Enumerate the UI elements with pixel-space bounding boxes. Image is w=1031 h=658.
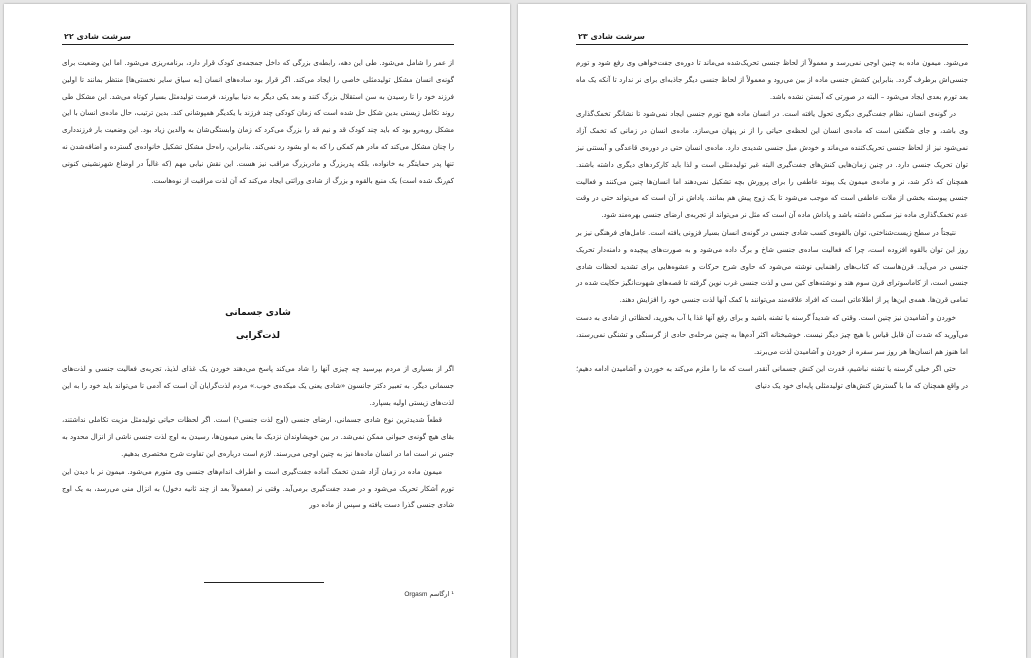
left-paragraph: قطعاً شدیدترین نوع شادی جسمانی، ارضای جنسی (اوج لذت جنسی¹) است. اگر لحظات حیاتی تولیدمثل مزیت تکاملی نداشتند، بقای هیچ گونه‌ی حیوانی ممکن نمی‌شد. در بین خویشاوندان نزدیک ما یعنی میمون‌ها، رسیدن به اوج لذت جنسی ناشی از انزال محدود به جنس نر است اما در انسان ماده‌ها نیز به چنین اوجی می‌رسند. لازم است درباره‌ی این تفاوت شرح مختصری بدهیم. — [62, 416, 454, 458]
right-body-text — [576, 55, 968, 396]
left-page-header: سرشت شادی ۲۲ — [64, 32, 131, 41]
right-paragraph: در گونه‌ی انسان، نظام جفت‌گیری دیگری تحول یافته است. در انسان ماده هیچ تورم جنسی ایجاد نمی‌شود تا نشانگر تخمک‌گذاری وی باشد، و جای شگفتی است که ماده‌ی انسان این لحظه‌ی حیاتی را از نر پنهان می‌سازد. ماده‌ی انسان در زمانی که تخمک آزاد نمی‌شود نیز از لحاظ جنسی تحریک‌کننده می‌ماند و خودش میل جنسی شدیدی دارد. ماده‌ی انسان حتی در دوره‌ی قاعدگی و آبستنی نیز توان تحریک جنسی دارد. در چنین زمان‌هایی کنش‌های جفت‌گیری البته غیر تولیدمثلی است و لذا باید کارکردهای دیگری داشته باشند. همچنان که ذکر شد، نر و ماده‌ی میمون یک پیوند عاطفی را برای پرورش بچه تشکیل نمی‌دهند اما انسان‌ها چنین می‌کنند و فعالیت جنسی پیوسته بخشی از ملات عاطفی است که موجب می‌شود تا یک زوج پیش هم بمانند. پاداش نر آن است که می‌تواند حتی در وقت عدم تخمک‌گذاری ماده نیز سکس داشته باشد و پاداش ماده آن است که مثل نر می‌تواند از تجربه‌ی ارضای جنسی بهره‌مند شود. — [576, 110, 968, 220]
footnote-persian: ¹ ارگاسم — [429, 590, 454, 598]
left-paragraph: میمون ماده در زمان آزاد شدن تخمک آماده جفت‌گیری است و اطراف اندام‌های جنسی وی متورم می‌شود. میمون نر با دیدن این تورم آشکار تحریک می‌شود و در صدد جفت‌گیری برمی‌آید. وقتی نر (معمولاً بعد از چند ثانیه دخول) به انزال منی می‌رسد، به یک اوج شادی جنسی گذرا دست یافته و سپس از ماده دور — [62, 467, 454, 510]
section-title: شادی جسمانی — [225, 308, 291, 318]
left-header-rule — [62, 44, 454, 45]
section-subtitle: لذت‌گرایی — [235, 331, 281, 341]
left-top-paragraph — [62, 55, 454, 190]
left-bottom-text — [62, 361, 454, 515]
left-page — [4, 4, 510, 658]
left-paragraph: اگر از بسیاری از مردم بپرسید چه چیزی آنها را شاد می‌کند پاسخ می‌دهند خوردن یک غذای لذیذ، تجربه‌ی فعالیت جنسی و لذت‌های جسمانی دیگر. به تعبیر دکتر جانسون «شادی یعنی یک میکده‌ی خوب.» مردم لذت‌گرایان آن است که آدمی تا می‌تواند باید خود را به این لذت‌های زیستی اولیه بسپارد. — [62, 365, 454, 407]
footnote-english: Orgasm — [404, 591, 428, 598]
right-paragraph: خوردن و آشامیدن نیز چنین است. وقتی که شدیداً گرسنه یا تشنه باشید و برای رفع آنها غذا یا آب بخورید، لحظاتی از شادی به دست می‌آورید که شدت آن قابل قیاس با هیچ چیز دیگر نیست. خوشبختانه اکثر آدم‌ها به چنین مرحله‌ی حادی از گرسنگی و تشنگی نمی‌رسند، اما هنوز هم انسان‌ها هر روز سر سفره از خوردن و آشامیدن لذت می‌برند. — [576, 313, 968, 356]
footnote-rule — [204, 582, 324, 583]
right-page — [518, 4, 1026, 658]
footnote — [62, 590, 454, 598]
right-paragraph: می‌شود. میمون ماده به چنین اوجی نمی‌رسد و معمولاً از لحاظ جنسی تحریک‌شده می‌ماند تا دوره‌ی جفت‌خواهی وی رفع شود و تورم جنسی‌اش برطرف گردد. بنابراین کشش جنسی ماده از بین می‌رود و معمولاً از لحاظ جنسی دیگر جاذبه‌ای برای نر ندارد تا آنکه یک ماه بعد تورم بعدی ایجاد می‌شود – البته در صورتی که آبستن نشده باشد. — [576, 59, 968, 101]
left-paragraph: از عمر را شامل می‌شود. طی این دهه، رابطه‌ی بزرگی که داخل جمجمه‌ی کودک قرار دارد، برنامه‌ریزی می‌شود. اما این وضعیت برای گونه‌ی انسان مشکل تولیدمثلی خاصی را ایجاد می‌کند. اگر قرار بود ساده‌های انسان [به سیاق سایر نخستی‌ها] منتظر بمانند تا اولین فرزند خود را تا رسیدن به سن استقلال بزرگ کنند و بعد یکی دیگر به دنیا بیاورند، فرصت تولیدمثل بسیار کوتاه می‌شد. این مشکل طی روند تکامل زیستی بدین شکل حل شده است که زمان کودکی چند فرزند با یکدیگر همپوشانی کند. بدین ترتیب، حال ماده‌ی انسان با این مشکل روبه‌رو بود که باید چند کودک قد و نیم قد را بزرگ می‌کرد که زمان وابستگی‌شان به والدین زیاد بود. این وضعیت بار فرزندداری را چنان مشکل می‌کند که مادر هم کمکی را که به او بشود رد نمی‌کند. بنابراین، راه‌حل مشکل تشکیل خانواده‌ی گسترده و اضافه‌شدن نه تنها پدر حمایتگر به خانواده، بلکه پدربزرگ و مادربزرگ مراقب نیز هست. این نقش نیابی مهم (که غالباً در اوضاع شهرنشینی کنونی کم‌رنگ شده است) یک منبع بالقوه و بزرگ از شادی وراثتی ایجاد می‌کند که آن لذت مراقبت از نوه‌هاست. — [62, 59, 454, 185]
right-header-rule — [576, 44, 968, 45]
right-paragraph: نتیجتاً در سطح زیست‌شناختی، توان بالقوه‌ی کسب شادی جنسی در گونه‌ی انسان بسیار فزونی یافته است. عامل‌های فرهنگی نیز بر روز این توان بالقوه افزوده است، چرا که فعالیت ساده‌ی جنسی شاخ و برگ داده می‌شود و به صورت‌های پیچیده و دامنه‌دار تحریک جنسی در می‌آید. قرن‌هاست که کتاب‌های راهنمایی نوشته می‌شود که حاوی شرح حرکات و عشوه‌هایی برای تشدید لحظات شادی جنسی است، از کاماسوترای قرن سوم هند و نوشته‌های کین سی و لذت جنسی غرب نوین گرفته تا قصه‌های شهوت‌انگیز حکایت شده در تمامی قرن‌ها. همه‌ی این‌ها پر از اطلاعاتی است که افراد علاقه‌مند می‌توانند با کمک آنها لذت جنسی خود را افزایش دهند. — [576, 228, 968, 305]
right-paragraph: حتی اگر خیلی گرسنه یا تشنه نباشیم، قدرت این کنش جسمانی آنقدر است که ما را ملزم می‌کند به خوردن و آشامیدن ادامه دهیم؛ در واقع همچنان که ما با گسترش کنش‌های تولیدمثلی پایه‌ای خود یک دنیای — [576, 365, 968, 391]
right-page-header: سرشت شادی ۲۳ — [578, 32, 645, 41]
